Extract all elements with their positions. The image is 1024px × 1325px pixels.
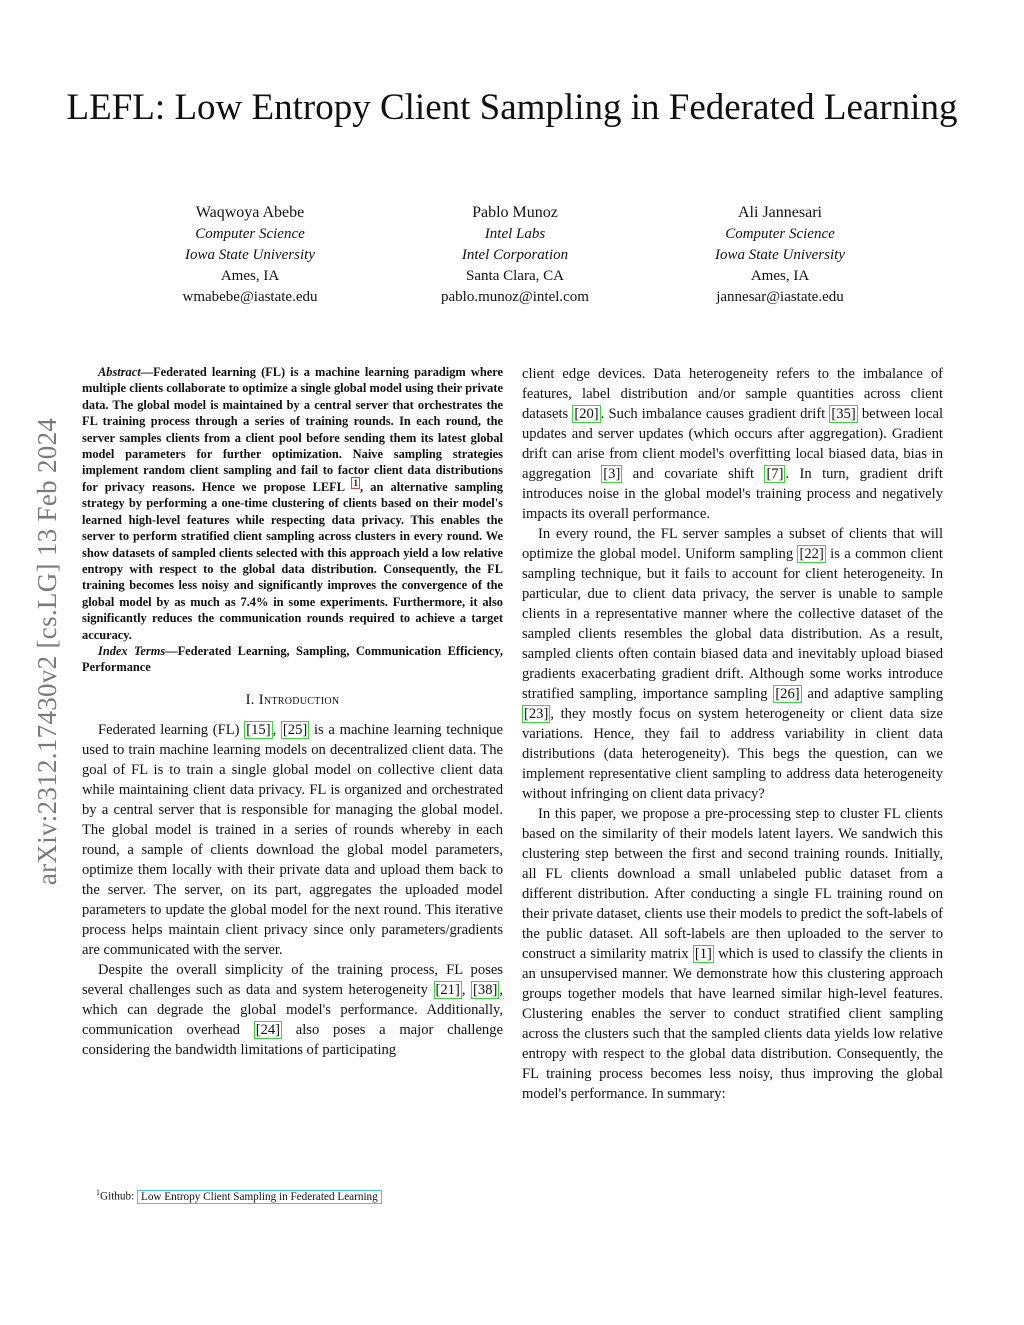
citation-link[interactable]: [3]: [603, 466, 621, 482]
author-city: Santa Clara, CA: [466, 268, 564, 284]
author-email: jannesar@iastate.edu: [716, 289, 844, 305]
index-terms-label: Index Terms: [98, 644, 166, 659]
paper-title: LEFL: Low Entropy Client Sampling in Federated Learning: [66, 87, 958, 128]
github-link[interactable]: Low Entropy Client Sampling in Federated Learning: [137, 1190, 382, 1204]
left-column: [82, 364, 503, 1060]
author-dept: Intel Labs: [484, 226, 546, 242]
abstract-label: Abstract: [98, 365, 141, 379]
author-email: wmabebe@iastate.edu: [182, 289, 318, 305]
intro-paragraph-2: Despite the overall simplicity of the training process, FL poses several challenges such as data and system heterogeneity [21] , [38] , which can degrade the global model's performance. Additionally, communication overhead [24] also poses a major challenge considering the bandwidth limitations of participating: [82, 961, 504, 1058]
author-1: [120, 202, 380, 308]
author-name: Pablo Munoz: [472, 204, 558, 221]
author-dept: Computer Science: [195, 226, 305, 242]
citation-link[interactable]: [22]: [799, 546, 824, 562]
footnote: [96, 1186, 506, 1204]
citation-link[interactable]: [7]: [766, 466, 784, 482]
index-terms: Index Terms—Federated Learning, Sampling, Communication Efficiency, Performance: [82, 644, 503, 675]
right-paragraph-1: client edge devices. Data heterogeneity refers to the imbalance of features, label distribution and/or sample quantities across client datasets [20] . Such imbalance causes gradient drift [35] between local updates and server updates (which occurs after aggregation). Gradient drift can arise from client model's overfitting local biased data, bias in aggregation [3] and covariate shift [7] . In turn, gradient drift introduces noise in the global model's training process and negatively impacts its overall performance.: [522, 366, 943, 522]
author-3: [650, 202, 910, 308]
author-org: Iowa State University: [715, 247, 845, 263]
author-name: Ali Jannesari: [738, 204, 822, 221]
right-paragraph-2: In every round, the FL server samples a subset of clients that will optimize the global model. Uniform sampling [22] is a common client sampling technique, but it fails to account for client heterogeneity. In particular, due to client data privacy, the server is unable to sample clients in a representative manner where the collective dataset of the sampled clients resembles the global data distribution. As a result, sampled clients often contain biased data and inevitably upload biased gradients exacerbating gradient drift. Although some works introduce stratified sampling, importance sampling [26] and adaptive sampling [23] , they mostly focus on system heterogeneity or client data size variations. Hence, they fail to address variability in client data distributions (data heterogeneity). This begs the question, can we implement representative client sampling to address data heterogeneity without infringing on client data privacy?: [522, 526, 943, 802]
arxiv-stamp: [28, 356, 68, 946]
citation-link[interactable]: [26]: [775, 686, 800, 702]
author-name: Waqwoya Abebe: [195, 204, 305, 221]
footnote-label: Github:: [100, 1190, 137, 1203]
right-paragraph-3: In this paper, we propose a pre-processing step to cluster FL clients based on the similarity of their models latent layers. We sandwich this clustering step between the first and second training rounds. Initially, all FL clients download a small unlabeled public dataset from a different distribution. After conducting a single FL training round on their private dataset, clients use their models to predict the soft-labels of the public dataset. All soft-labels are then uploaded to the server to construct a similarity matrix [1] which is used to classify the clients in an unsupervised manner. We demonstrate how this clustering approach groups together models that have learned similar high-level features. Clustering enables the server to conduct stratified client sampling across the clusters such that the sampled clients data yields low relative entropy with respect to the global data distribution. Consequently, the FL training process becomes less noisy, thus improving the global model's performance. In summary:: [522, 806, 943, 1102]
author-org: Intel Corporation: [461, 247, 569, 263]
citation-link[interactable]: [24]: [255, 1021, 281, 1038]
author-email: pablo.munoz@intel.com: [441, 289, 589, 305]
citation-link[interactable]: [35]: [831, 406, 856, 422]
author-city: Ames, IA: [750, 268, 810, 284]
citation-link[interactable]: [38]: [473, 981, 498, 998]
author-city: Ames, IA: [220, 268, 280, 284]
abstract: Abstract—Federated learning (FL) is a machine learning paradigm where multiple clients collaborate to optimize a single global model using their private data. The global model is maintained by a central server that orchestrates the FL training process through a series of training rounds. In each round, the server samples clients from a client pool before sending them its latest global model parameters for further optimization. Naive sampling strategies implement random client sampling and fail to factor client data distributions for privacy reasons. Hence we propose LEFL $^1$ , an alternative sampling strategy by performing a one-time clustering of clients based on their model's learned high-level features while respecting data privacy. This enables the server to perform stratified client sampling across clusters in every round. We show datasets of sampled clients selected with this approach yield a low relative entropy with respect to the global data distribution. Consequently, the FL training becomes less noisy and significantly improves the convergence of the global model by as much as 7.4% in some experiments. Furthermore, it also significantly reduces the communication rounds required to achieve a target accuracy.: [82, 365, 504, 642]
footnote-ref[interactable]: 1: [353, 477, 358, 488]
citation-link[interactable]: [20]: [574, 406, 599, 422]
arxiv-id: arXiv:2312.17430v2 [cs.LG] 13 Feb 2024: [32, 417, 63, 885]
citation-link[interactable]: [23]: [524, 706, 549, 722]
section-heading: I. Introduction: [245, 691, 340, 708]
author-dept: Computer Science: [725, 226, 835, 242]
author-block: [120, 202, 910, 308]
author-org: Iowa State University: [185, 247, 315, 263]
right-column: [522, 364, 943, 1104]
author-2: [385, 202, 645, 308]
citation-link[interactable]: [15]: [246, 721, 271, 738]
footnote-mark: 1: [96, 1188, 100, 1197]
citation-link[interactable]: [1]: [694, 946, 712, 962]
citation-link[interactable]: [21]: [435, 981, 460, 998]
citation-link[interactable]: [25]: [282, 721, 308, 738]
intro-paragraph-1: Federated learning (FL) [15] , [25] is a machine learning technique used to train machine learning models on decentralized client data. The goal of FL is to train a single global model on collective client data while maintaining client data privacy. FL is organized and orchestrated by a central server that is responsible for managing the global model. The global model is trained in a series of rounds whereby in each round, a sample of clients download the global model parameters, optimize them locally with their private data and upload them back to the server. The server, on its part, aggregates the uploaded model parameters to update the global model for the next round. This iterative process helps maintain client privacy since only parameters/gradients are communicated with the server.: [82, 721, 503, 958]
